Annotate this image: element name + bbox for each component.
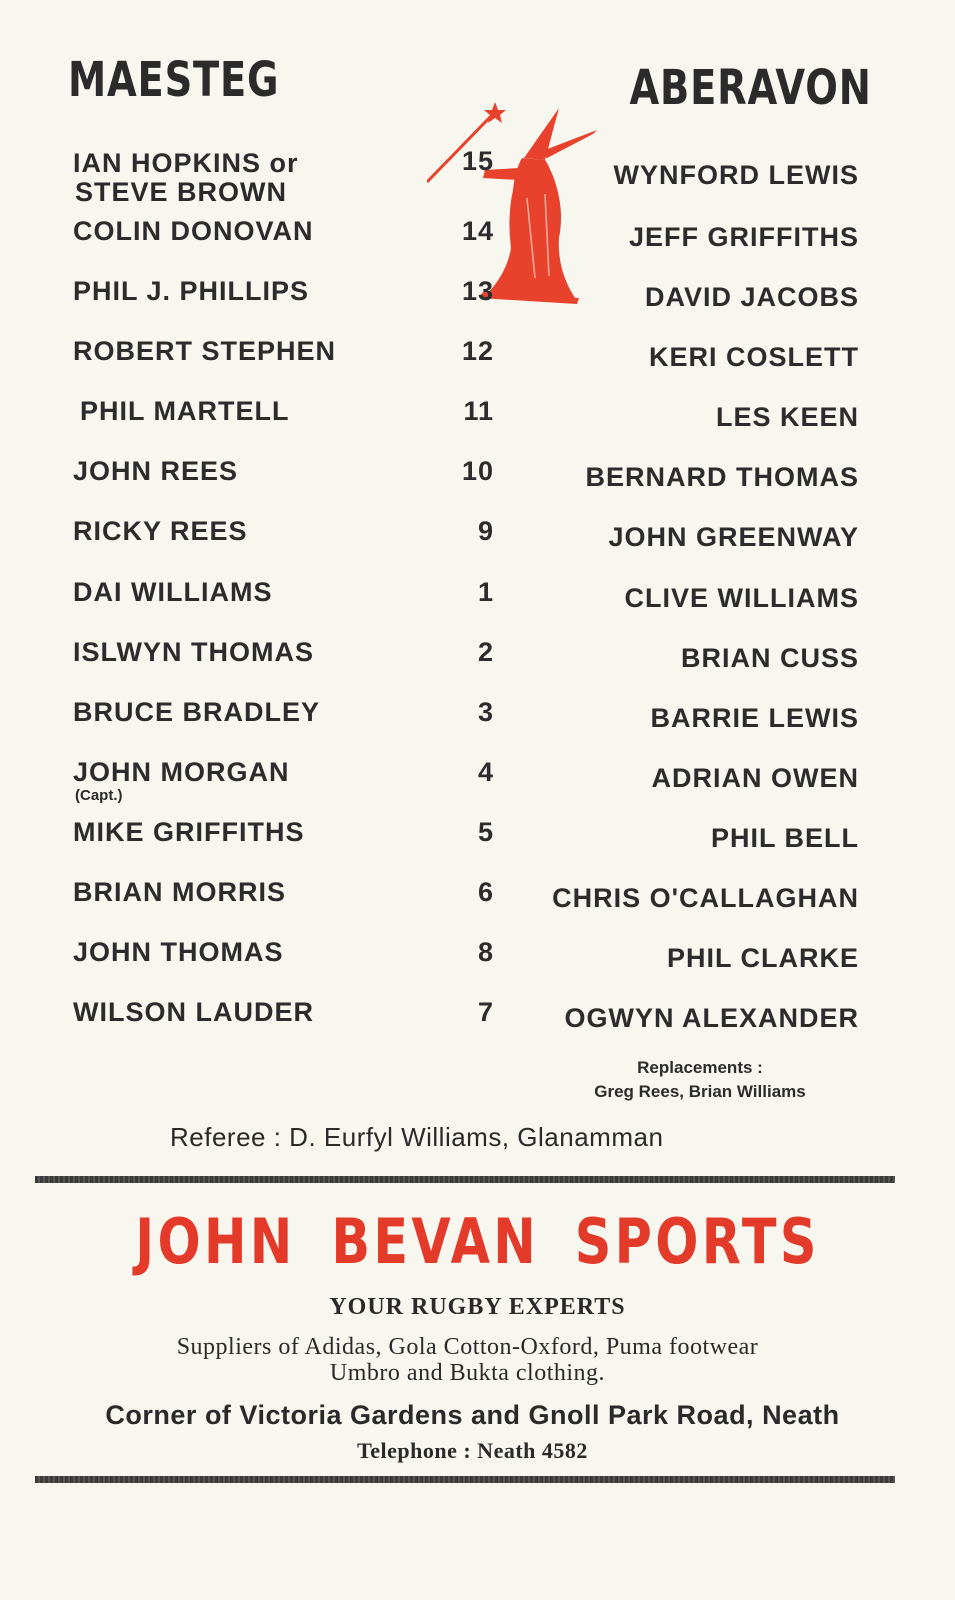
home-player: PHIL MARTELL bbox=[80, 396, 290, 426]
home-player: PHIL J. PHILLIPS bbox=[73, 276, 310, 306]
home-team-title: MAESTEG bbox=[68, 52, 280, 108]
jersey-number: 1 bbox=[477, 577, 494, 607]
home-player: RICKY REES bbox=[73, 516, 248, 546]
away-player: BERNARD THOMAS bbox=[585, 462, 859, 492]
divider-rule bbox=[35, 1176, 895, 1183]
away-player: JOHN GREENWAY bbox=[608, 522, 859, 552]
captain-note: (Capt.) bbox=[75, 787, 123, 804]
away-player: BRIAN CUSS bbox=[680, 643, 859, 673]
lineup-row bbox=[0, 276, 955, 316]
away-player: JEFF GRIFFITHS bbox=[629, 222, 859, 252]
jersey-number: 13 bbox=[461, 276, 494, 306]
lineup-row bbox=[0, 216, 955, 256]
lineup-row bbox=[0, 456, 955, 496]
replacements bbox=[550, 1056, 850, 1104]
replacements-label: Replacements : bbox=[637, 1058, 763, 1077]
referee-line: Referee : D. Eurfyl Williams, Glanamman bbox=[170, 1122, 664, 1152]
jersey-number: 5 bbox=[477, 817, 494, 847]
home-player: IAN HOPKINS or bbox=[73, 148, 299, 178]
advert-suppliers-line1: Suppliers of Adidas, Gola Cotton-Oxford, Puma footwear bbox=[176, 1334, 759, 1360]
lineup-row bbox=[0, 817, 955, 857]
jersey-number: 4 bbox=[477, 757, 494, 787]
advert-title: JOHN BEVAN SPORTS bbox=[135, 1205, 820, 1278]
lineup-row bbox=[0, 577, 955, 617]
home-player: BRIAN MORRIS bbox=[73, 877, 286, 907]
away-player: LES KEEN bbox=[715, 402, 859, 432]
away-player: KERI COSLETT bbox=[648, 342, 859, 372]
home-player: JOHN MORGAN bbox=[73, 757, 290, 787]
lineup-row bbox=[0, 757, 955, 804]
away-player: DAVID JACOBS bbox=[644, 282, 859, 312]
advert-address: Corner of Victoria Gardens and Gnoll Park Road, Neath bbox=[105, 1400, 840, 1430]
jersey-number: 10 bbox=[461, 456, 494, 486]
jersey-number: 9 bbox=[477, 516, 494, 546]
lineup-row bbox=[0, 336, 955, 376]
away-player: CHRIS O'CALLAGHAN bbox=[552, 883, 859, 913]
home-player: ISLWYN THOMAS bbox=[73, 637, 314, 667]
lineup-row bbox=[0, 396, 955, 436]
advert-phone: Telephone : Neath 4582 bbox=[357, 1438, 588, 1463]
home-player: DAI WILLIAMS bbox=[73, 577, 273, 607]
home-player-alt: STEVE BROWN bbox=[75, 177, 288, 207]
divider-rule bbox=[35, 1476, 895, 1483]
jersey-number: 7 bbox=[477, 997, 494, 1027]
lineup-row bbox=[0, 146, 955, 207]
away-player: OGWYN ALEXANDER bbox=[564, 1003, 859, 1033]
home-player: ROBERT STEPHEN bbox=[73, 336, 337, 366]
home-player: WILSON LAUDER bbox=[73, 997, 314, 1027]
replacements-names: Greg Rees, Brian Williams bbox=[594, 1082, 806, 1101]
lineup-row bbox=[0, 877, 955, 917]
away-team-title: ABERAVON bbox=[629, 60, 872, 116]
away-player: CLIVE WILLIAMS bbox=[624, 583, 859, 613]
advert-suppliers-line2: Umbro and Bukta clothing. bbox=[329, 1360, 606, 1386]
lineup-row bbox=[0, 937, 955, 977]
away-player: PHIL BELL bbox=[710, 823, 859, 853]
jersey-number: 3 bbox=[477, 697, 494, 727]
jersey-number: 14 bbox=[461, 216, 494, 246]
lineup-row bbox=[0, 697, 955, 737]
lineup-row bbox=[0, 997, 955, 1037]
away-player: WYNFORD LEWIS bbox=[613, 160, 859, 190]
lineup-row bbox=[0, 637, 955, 677]
jersey-number: 2 bbox=[477, 637, 494, 667]
home-player: MIKE GRIFFITHS bbox=[73, 817, 305, 847]
jersey-number: 15 bbox=[461, 146, 494, 176]
home-player: JOHN THOMAS bbox=[73, 937, 284, 967]
lineup-row bbox=[0, 516, 955, 556]
jersey-number: 8 bbox=[477, 937, 494, 967]
jersey-number: 6 bbox=[477, 877, 494, 907]
away-player: BARRIE LEWIS bbox=[650, 703, 859, 733]
home-player: COLIN DONOVAN bbox=[73, 216, 314, 246]
jersey-number: 12 bbox=[461, 336, 494, 366]
jersey-number: 11 bbox=[463, 396, 494, 426]
away-player: ADRIAN OWEN bbox=[651, 763, 859, 793]
home-player: BRUCE BRADLEY bbox=[73, 697, 321, 727]
advert-tagline: YOUR RUGBY EXPERTS bbox=[329, 1294, 626, 1320]
away-player: PHIL CLARKE bbox=[666, 943, 859, 973]
home-player: JOHN REES bbox=[73, 456, 239, 486]
